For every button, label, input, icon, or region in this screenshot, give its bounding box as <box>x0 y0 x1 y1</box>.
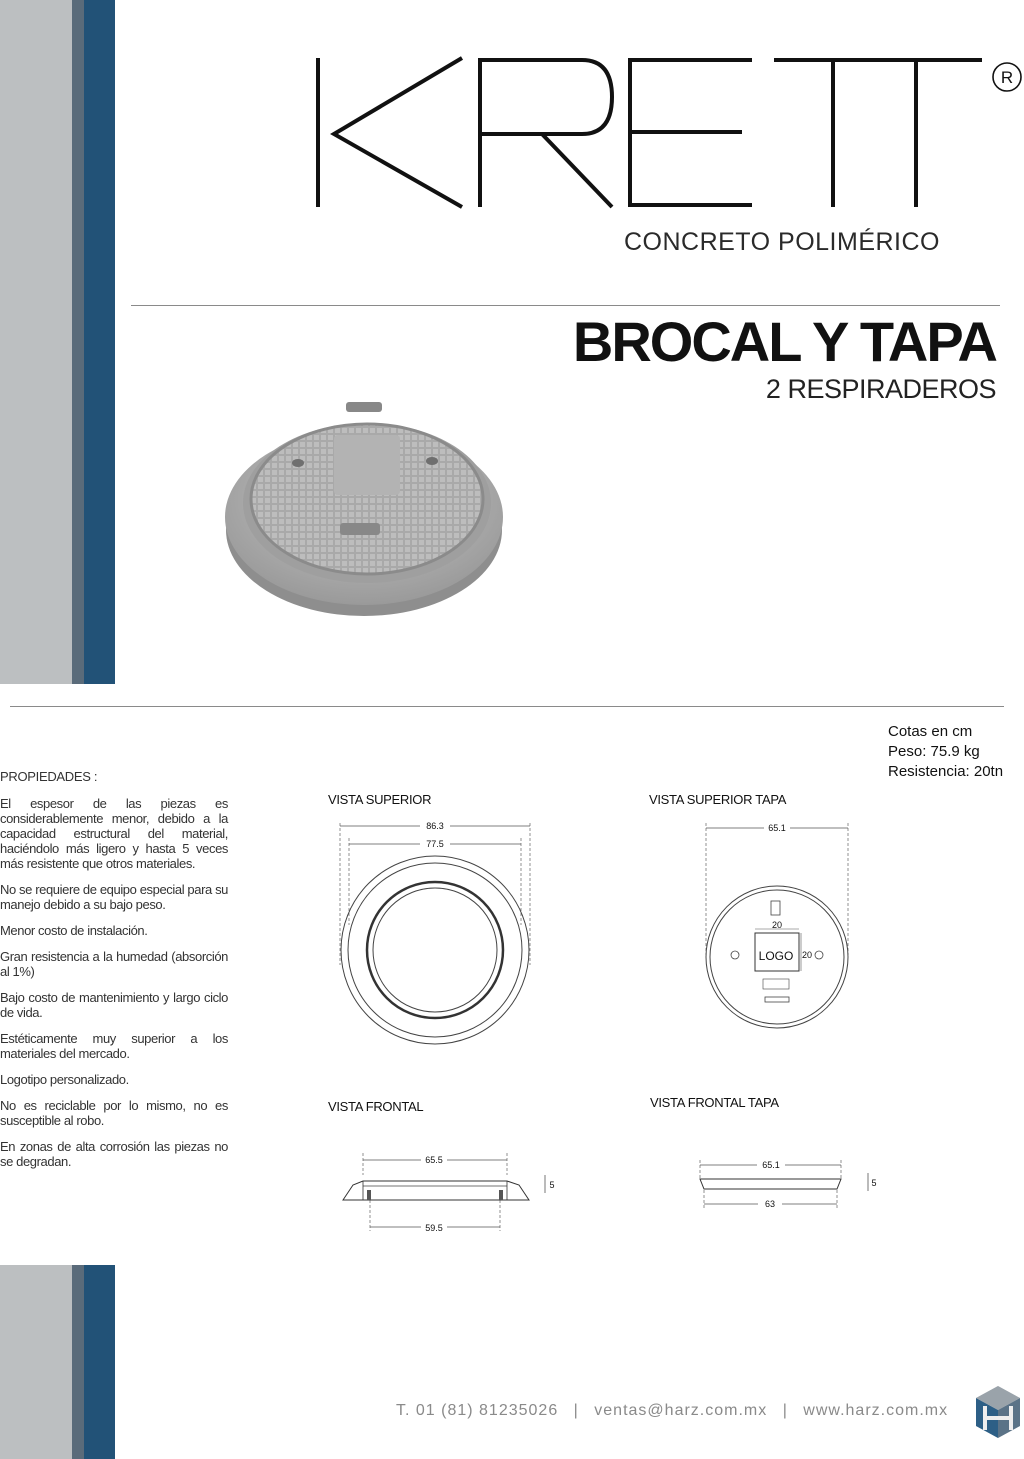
drawing-top-view <box>325 815 545 1055</box>
footer-website[interactable]: www.harz.com.mx <box>803 1402 949 1419</box>
property-item: Bajo costo de mantenimiento y largo ciclo de vida. <box>0 990 228 1020</box>
dim-front-lid-height: 5 <box>871 1178 877 1188</box>
side-bar-slate-bottom <box>72 1265 84 1459</box>
dim-top-lid: 65.1 <box>768 823 786 833</box>
dim-front-bottom: 59.5 <box>425 1223 443 1233</box>
side-bar-gray-bottom <box>0 1265 72 1459</box>
specs-weight: Peso: 75.9 kg <box>888 743 980 760</box>
specs-resistance: Resistencia: 20tn <box>888 763 1004 780</box>
product-title: BROCAL Y TAPA <box>572 310 996 373</box>
view-label-front-lid: VISTA FRONTAL TAPA <box>650 1095 779 1110</box>
dim-top-inner: 77.5 <box>426 839 444 849</box>
dim-logo-height: 20 <box>801 950 813 960</box>
property-item: El espesor de las piezas es considerablemente menor, debido a la capacidad estructural del material, haciéndolo más ligero y hasta 5 veces más resistente que otros materiales. <box>0 796 228 871</box>
properties-list <box>0 796 228 1180</box>
krett-logo <box>312 52 992 212</box>
footer-contact <box>396 1402 956 1420</box>
property-item: No se requiere de equipo especial para su manejo debido a su bajo peso. <box>0 882 228 912</box>
drawing-top-lid-view <box>695 815 865 1030</box>
properties-heading: PROPIEDADES : <box>0 769 98 784</box>
side-bar-blue-top <box>84 0 115 684</box>
side-bar-gray-top <box>0 0 72 684</box>
side-bar-slate-top <box>72 0 84 684</box>
footer-phone: T. 01 (81) 81235026 <box>396 1402 559 1419</box>
section-divider <box>10 706 1004 707</box>
logo-placeholder: LOGO <box>758 949 794 963</box>
view-label-front: VISTA FRONTAL <box>328 1099 424 1114</box>
registered-mark-letter: R <box>1000 68 1014 87</box>
drawing-front-lid-view <box>690 1155 890 1220</box>
dim-top-outer: 86.3 <box>426 821 444 831</box>
harz-logo-icon <box>974 1384 1022 1440</box>
drawing-front-view <box>335 1145 560 1240</box>
footer-email[interactable]: ventas@harz.com.mx <box>594 1402 768 1419</box>
specs-block <box>888 722 1018 782</box>
dim-front-top: 65.5 <box>425 1155 443 1165</box>
property-item: No es reciclable por lo mismo, no es susceptible al robo. <box>0 1098 228 1128</box>
property-item: Estéticamente muy superior a los materiales del mercado. <box>0 1031 228 1061</box>
property-item: En zonas de alta corrosión las piezas no se degradan. <box>0 1139 228 1169</box>
dim-logo-width: 20 <box>771 920 783 930</box>
brand-subtitle: CONCRETO POLIMÉRICO <box>623 228 940 256</box>
product-image <box>222 385 522 625</box>
property-item: Logotipo personalizado. <box>0 1072 129 1087</box>
footer-separator: | <box>573 1402 579 1419</box>
dim-front-lid-bottom: 63 <box>764 1199 776 1209</box>
side-bar-blue-bottom <box>84 1265 115 1459</box>
property-item: Gran resistencia a la humedad (absorción al 1%) <box>0 949 228 979</box>
header-divider <box>131 305 1000 306</box>
dim-front-lid-top: 65.1 <box>762 1160 780 1170</box>
dim-front-height: 5 <box>549 1180 555 1190</box>
view-label-top: VISTA SUPERIOR <box>328 792 432 807</box>
view-label-top-lid: VISTA SUPERIOR TAPA <box>649 792 787 807</box>
specs-units: Cotas en cm <box>888 723 973 740</box>
footer-separator: | <box>782 1402 788 1419</box>
property-item: Menor costo de instalación. <box>0 923 148 938</box>
registered-mark-icon <box>990 60 1024 94</box>
product-subtitle: 2 RESPIRADEROS <box>765 374 996 404</box>
